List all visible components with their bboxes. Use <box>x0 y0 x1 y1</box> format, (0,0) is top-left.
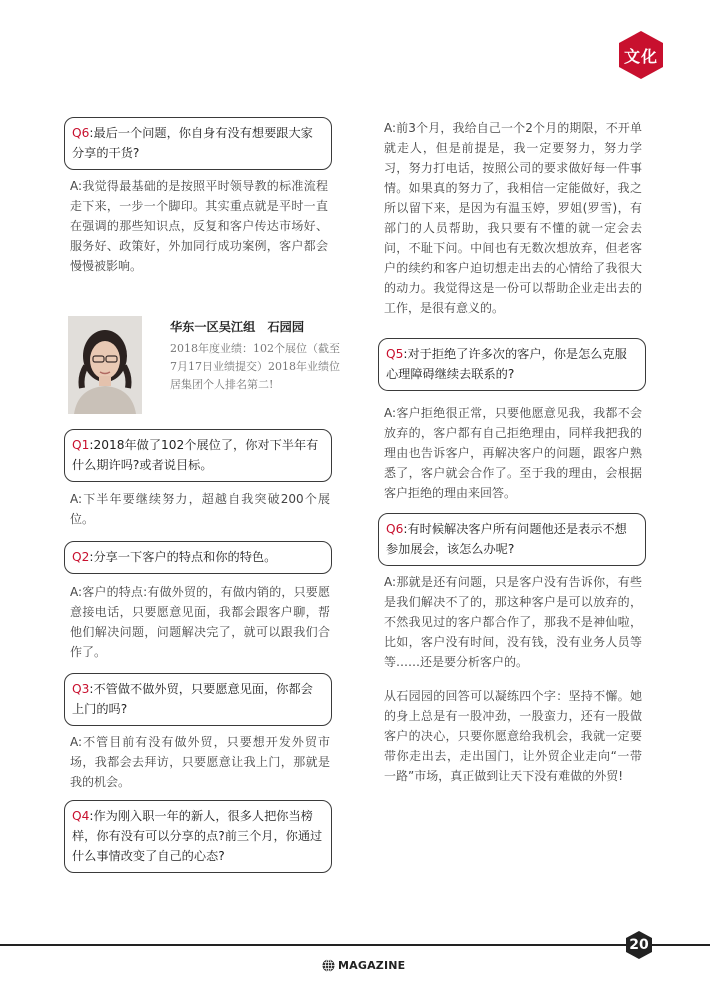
question-text: :有时候解决客户所有问题他还是表示不想参加展会，该怎么办呢? <box>386 522 627 556</box>
question-text: :2018年做了102个展位了，你对下半年有什么期许吗?或者说目标。 <box>72 438 319 472</box>
globe-icon <box>322 959 335 972</box>
question-box-q1 <box>64 429 332 482</box>
page-number: 20 <box>629 937 649 953</box>
question-box-q5 <box>378 338 646 391</box>
question-tag: Q2 <box>72 550 90 564</box>
question-text: :作为刚入职一年的新人，很多人把你当榜样，你有没有可以分享的点?前三个月，你通过什么事情改变了自己的心态? <box>72 809 323 863</box>
question-text: :不管做不做外贸，只要愿意见面，你都会上门的吗? <box>72 682 313 716</box>
question-tag: Q3 <box>72 682 90 696</box>
profile-name: 华东一区吴江组 石园园 <box>170 320 305 334</box>
question-text: :分享一下客户的特点和你的特色。 <box>89 550 277 564</box>
question-box-q2 <box>64 541 332 574</box>
question-tag: Q6 <box>386 522 404 536</box>
question-box-q3 <box>64 673 332 726</box>
section-badge-label: 文化 <box>623 46 658 66</box>
answer-a1: A:下半年要继续努力，超越自我突破200个展位。 <box>70 492 330 526</box>
answer-a6b: A:那就是还有问题，只是客户没有告诉你，有些是我们解决不了的，那这种客户是可以放弃的，不然我见过的客户都合作了，那我不是神仙啦，比如，客户没有时间，没有钱，没有业务人员等等……还是要分析客户的。 <box>384 575 642 669</box>
question-tag: Q4 <box>72 809 90 823</box>
closing-paragraph: 从石园园的回答可以凝练四个字：坚持不懈。她的身上总是有一股冲劲，一股蛮力，还有一股做客户的决心，只要你愿意给我机会，我就一定要带你走出去，走出国门，让外贸企业走向“一带一路”市场，真正做到让天下没有难做的外贸! <box>384 689 642 783</box>
answer-a6: A:我觉得最基础的是按照平时领导教的标准流程走下来，一步一个脚印。其实重点就是平时一直在强调的那些知识点，反复和客户传达市场好、服务好、政策好，外加同行成功案例，客户都会慢慢被影响。 <box>70 179 328 273</box>
question-box-q6 <box>64 117 332 170</box>
question-tag: Q5 <box>386 347 404 361</box>
profile-info: 2018年度业绩：102个展位（截至7月17日业绩提交）2018年业绩位居集团个人排名第二! <box>170 342 340 391</box>
portrait-photo <box>68 316 142 414</box>
question-box-q6b <box>378 513 646 566</box>
question-text: :最后一个问题，你自身有没有想要跟大家分享的干货? <box>72 126 313 160</box>
answer-a5: A:客户拒绝很正常，只要他愿意见我，我都不会放弃的，客户都有自己拒绝理由，同样我把我的理由也告诉客户，再解决客户的问题，跟客户熟悉了，客户就会合作了。至于我的理由，会根据客户拒绝的理由来回答。 <box>384 406 642 500</box>
magazine-logo <box>322 957 405 973</box>
answer-a3: A:不管目前有没有做外贸，只要想开发外贸市场，我都会去拜访，只要愿意让我上门，那就是我的机会。 <box>70 735 330 789</box>
answer-a4: A:前3个月，我给自己一个2个月的期限，不开单就走人，但是前提是，我一定要努力，努力学习，努力打电话，按照公司的要求做好每一件事情。如果真的努力了，我相信一定能做好，我之所以留下来，是因为有温玉婷，罗姐(罗雪)，有部门的人员帮助，我只要有不懂的就一定会去问，不耻下问。中间也有无数次想放弃，但老客户的续约和客户迫切想走出去的心情给了我很大的动力。我觉得这是一份可以帮助企业走出去的工作，是很有意义的。 <box>384 121 642 315</box>
footer-rule <box>0 944 710 946</box>
portrait-photo-icon <box>68 316 142 414</box>
page-number-badge <box>624 930 654 960</box>
question-tag: Q6 <box>72 126 90 140</box>
question-box-q4 <box>64 800 332 873</box>
question-text: :对于拒绝了许多次的客户，你是怎么克服心理障碍继续去联系的? <box>386 347 627 381</box>
section-badge <box>618 30 664 80</box>
question-tag: Q1 <box>72 438 90 452</box>
answer-a2: A:客户的特点:有做外贸的，有做内销的，只要愿意接电话，只要愿意见面，我都会跟客户聊，帮他们解决问题，问题解决完了，就可以跟我们合作了。 <box>70 585 330 659</box>
magazine-wordmark: MAGAZINE <box>338 958 406 972</box>
